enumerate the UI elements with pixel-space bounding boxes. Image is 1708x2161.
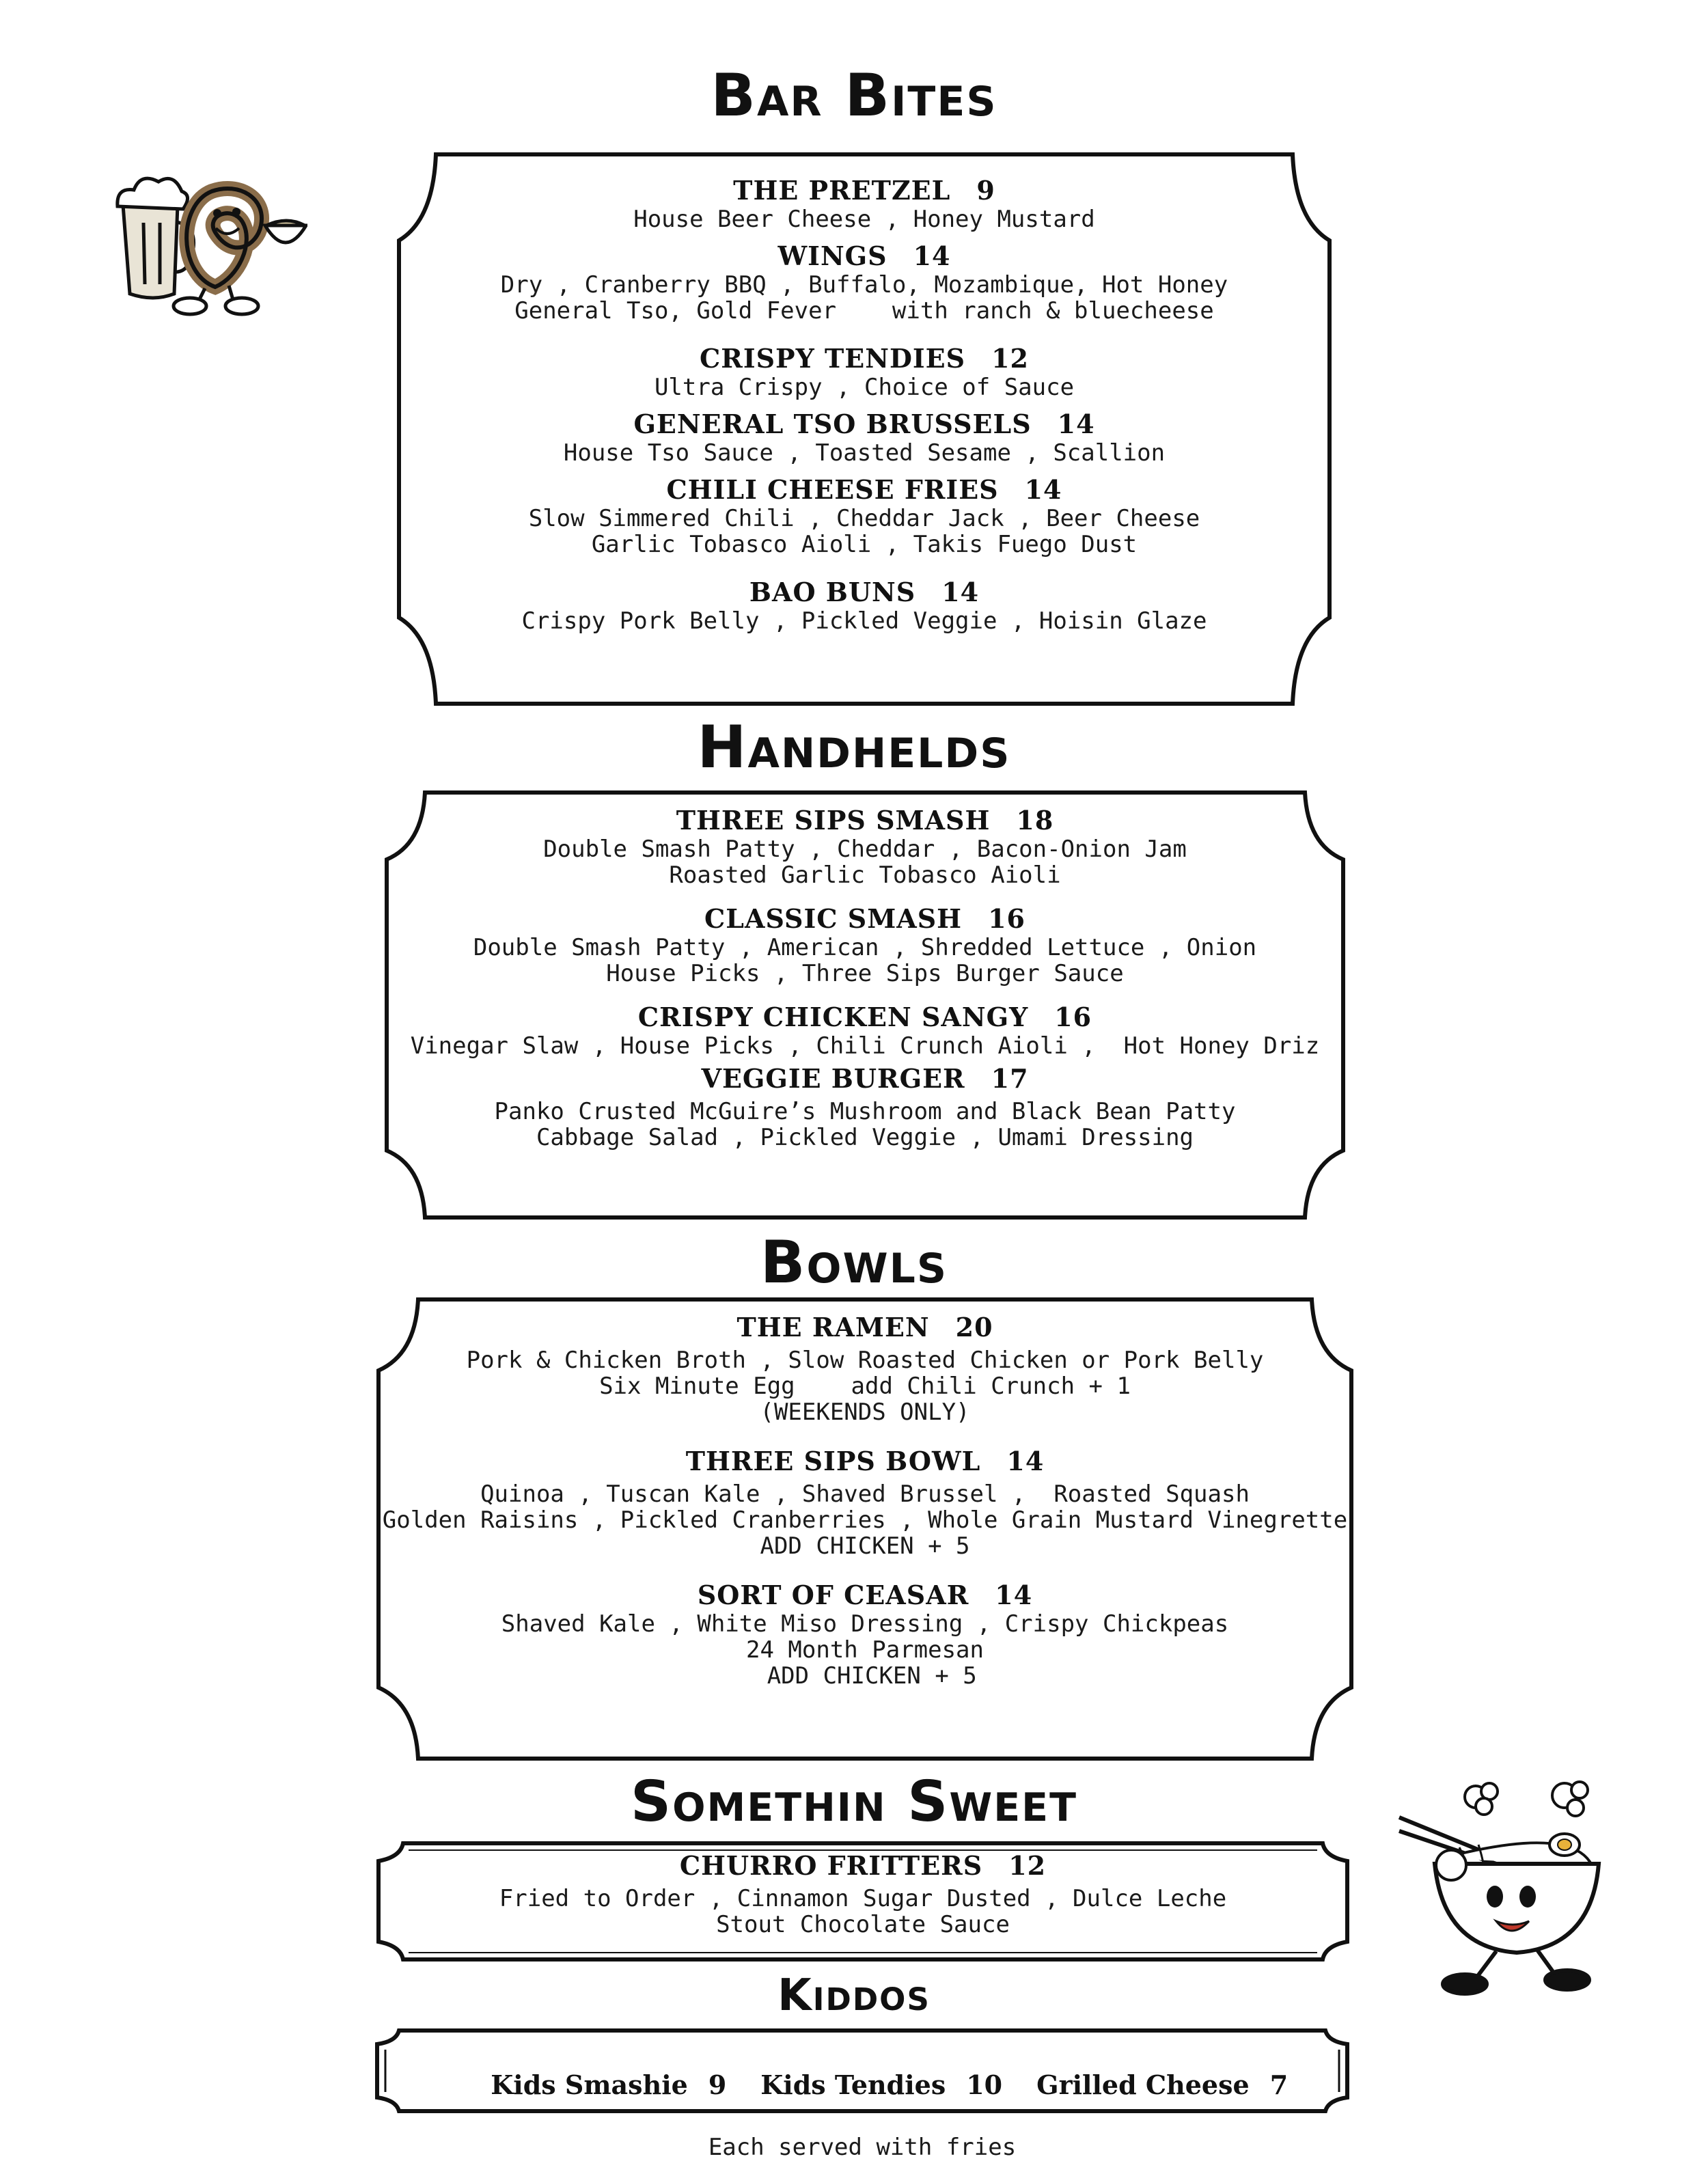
item-name: THE PRETZEL [733, 175, 951, 206]
item-description: Slow Simmered Chili , Cheddar Jack , Beer Cheese [528, 505, 1200, 532]
item-name: WINGS [777, 240, 887, 271]
menu-item [396, 474, 1332, 558]
item-name: CLASSIC SMASH [704, 903, 963, 934]
section-title-kiddos: Kiddos [777, 1970, 931, 2021]
menu-item [384, 1002, 1346, 1059]
item-price: 14 [995, 1580, 1033, 1610]
somethin-sweet-panel [376, 1841, 1350, 1962]
item-description: Crispy Pork Belly , Pickled Veggie , Hoisin Glaze [521, 607, 1207, 635]
item-description: Pork & Chicken Broth , Slow Roasted Chicken or Pork Belly [466, 1347, 1264, 1374]
item-name: CRISPY CHICKEN SANGY [637, 1002, 1029, 1032]
item-name: THE RAMEN [736, 1312, 930, 1343]
item-name: BAO BUNS [749, 577, 916, 607]
menu-item [396, 577, 1332, 634]
item-price: 14 [1057, 409, 1095, 439]
item-description: (WEEKENDS ONLY) [760, 1399, 970, 1426]
item-description: Double Smash Patty , American , Shredded Lettuce , Onion [473, 934, 1257, 961]
bar-bites-panel [396, 152, 1332, 706]
menu-item [376, 1312, 1354, 1425]
item-description: Vinegar Slaw , House Picks , Chili Crunch Aioli , Hot Honey Driz [410, 1032, 1320, 1060]
section-title-somethin-sweet: Somethin Sweet [631, 1770, 1077, 1834]
item-price: 10 [966, 2069, 1003, 2100]
item-description: Six Minute Egg add Chili Crunch + 1 [599, 1373, 1131, 1400]
kiddos-panel [374, 2028, 1350, 2161]
item-description: Ultra Crispy , Choice of Sauce [654, 374, 1075, 401]
menu-item [384, 1063, 1346, 1151]
item-description: ADD CHICKEN + 5 [753, 1662, 977, 1690]
item-name: VEGGIE BURGER [701, 1063, 965, 1094]
item-price: 17 [991, 1063, 1029, 1094]
item-description: Fried to Order , Cinnamon Sugar Dusted , Dulce Leche [499, 1885, 1227, 1912]
item-price: 16 [1054, 1002, 1092, 1032]
item-price: 7 [1269, 2069, 1289, 2100]
item-name: THREE SIPS BOWL [685, 1446, 981, 1476]
item-name: Grilled Cheese [1036, 2069, 1250, 2100]
menu-item [376, 1580, 1354, 1689]
item-description: Cabbage Salad , Pickled Veggie , Umami Dressing [536, 1124, 1194, 1151]
menu-item [396, 175, 1332, 232]
item-description: Dry , Cranberry BBQ , Buffalo, Mozambique, Hot Honey [500, 271, 1228, 299]
menu-item [396, 240, 1332, 324]
menu-item [384, 805, 1346, 888]
item-price: 18 [1016, 805, 1054, 836]
item-description: Quinoa , Tuscan Kale , Shaved Brussel , Roasted Squash [480, 1481, 1250, 1508]
item-price: 9 [708, 2069, 727, 2100]
item-name: Kids Smashie [491, 2069, 688, 2100]
kids-note: Each served with fries [708, 2134, 1017, 2161]
item-price: 20 [955, 1312, 993, 1343]
section-title-bar-bites: Bar Bites [711, 61, 997, 130]
handhelds-panel [384, 790, 1346, 1220]
item-price: 14 [1024, 474, 1062, 505]
item-description: House Tso Sauce , Toasted Sesame , Scallion [563, 439, 1166, 467]
bowls-panel [376, 1297, 1354, 1761]
section-title-handhelds: Handhelds [697, 713, 1011, 782]
item-description: Stout Chocolate Sauce [716, 1911, 1010, 1938]
item-price: 16 [988, 903, 1025, 934]
item-price: 12 [1008, 1850, 1047, 1881]
item-description: 24 Month Parmesan [746, 1636, 984, 1664]
item-name: Kids Tendies [760, 2069, 946, 2100]
item-name: GENERAL TSO BRUSSELS [633, 409, 1032, 439]
item-description: House Beer Cheese , Honey Mustard [633, 206, 1095, 233]
menu-item [396, 343, 1332, 400]
menu-item [384, 903, 1346, 987]
item-price: 12 [991, 343, 1029, 374]
item-description: House Picks , Three Sips Burger Sauce [606, 960, 1124, 987]
item-price: 14 [913, 240, 951, 271]
item-description: General Tso, Gold Fever with ranch & bluecheese [514, 297, 1214, 325]
item-description: ADD CHICKEN + 5 [760, 1532, 970, 1560]
item-description: Panko Crusted McGuire’s Mushroom and Black Bean Patty [494, 1098, 1236, 1125]
item-name: THREE SIPS SMASH [676, 805, 991, 836]
section-title-bowls: Bowls [760, 1228, 948, 1297]
item-price: 9 [976, 175, 995, 206]
item-name: CHILI CHEESE FRIES [666, 474, 999, 505]
item-price: 14 [1006, 1446, 1045, 1476]
item-price: 14 [941, 577, 980, 607]
pretzel-mascot-icon [102, 157, 307, 321]
kids-items [374, 2036, 1350, 2134]
item-description: Garlic Tobasco Aioli , Takis Fuego Dust [591, 531, 1138, 558]
item-description: Roasted Garlic Tobasco Aioli [669, 862, 1061, 889]
menu-item [396, 409, 1332, 466]
item-name: SORT OF CEASAR [697, 1580, 969, 1610]
item-name: CRISPY TENDIES [700, 343, 966, 374]
menu-item [376, 1446, 1354, 1559]
ramen-mascot-icon [1394, 1776, 1626, 2002]
menu-item [376, 1850, 1350, 1938]
item-description: Shaved Kale , White Miso Dressing , Crispy Chickpeas [501, 1610, 1229, 1638]
item-name: CHURRO FRITTERS [679, 1850, 983, 1881]
item-description: Golden Raisins , Pickled Cranberries , Whole Grain Mustard Vinegrette [382, 1506, 1348, 1534]
item-description: Double Smash Patty , Cheddar , Bacon-Onion Jam [543, 836, 1187, 863]
